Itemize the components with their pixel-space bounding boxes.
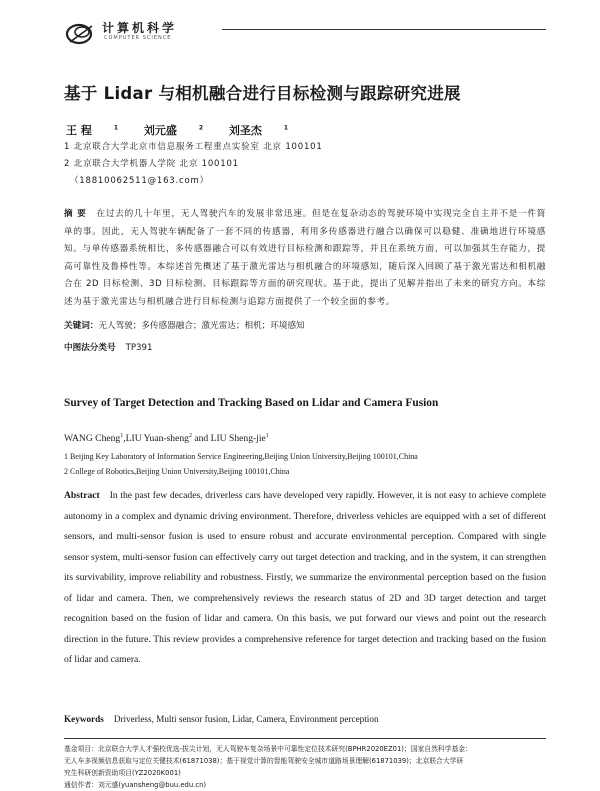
classification-cn [64, 341, 152, 353]
author-email: （18810062511@163.com） [70, 176, 209, 186]
abstract-en-label: Abstract [64, 490, 100, 501]
footnote-line: 通信作者：刘元盛(yuansheng@buu.edu.cn) [64, 781, 207, 789]
keywords-en-label: Keywords [64, 714, 104, 724]
author-cn [229, 124, 288, 137]
keywords-cn-text: 无人驾驶；多传感器融合；激光雷达；相机；环境感知 [98, 321, 305, 331]
header-rule [222, 29, 546, 30]
keywords-cn [64, 319, 305, 331]
author-cn [144, 124, 203, 137]
abstract-en-text: In the past few decades, driverless cars have developed very rapidly. However, it is not easy to achieve complete autonomy in a complex and dynamic driving environment. Therefore, driverless vehicles are equipped with a set of different sensors, and multi-sensor fusion is used to ensure robust and accurate environmental perception. Compared with single sensor system, multi-sensor fusion can effectively carry out target detection and tracking, and in the system, it can strengthen its survivability, improve reliability and robustness. Firstly, we summarize the environmental perception based on the fusion of lidar and camera. Then, we comprehensively reviews the research status of 2D and 3D target detection and target recognition based on the fusion of lidar and camera. On this basis, we put forward our views and point out the research direction in the future. This review provides a comprehensive reference for target detection and tracking based on the fusion of lidar and camera. [64, 490, 546, 665]
author-en-sup: 1 [265, 433, 269, 439]
author-cn-sup: 1 [113, 124, 119, 132]
footnote [64, 743, 546, 791]
footnote-line: 无人车多视频信息获取与定位关键技术(61871038)；基于视觉计算的智能驾驶安全城市道路场景理解(61871039)；北京联合大学研 [64, 757, 464, 765]
classification-cn-code: TP391 [125, 343, 153, 353]
author-en-name: LIU Sheng-jie [210, 433, 266, 445]
abstract-en [64, 486, 546, 671]
footnote-line: 究生科研创新资助项目(YZ2020K001) [64, 769, 181, 777]
author-en-name: WANG Cheng [64, 433, 121, 445]
authors-en [64, 433, 269, 444]
journal-name: 计算机科学 [102, 21, 178, 35]
keywords-cn-label: 关键词： [64, 321, 99, 331]
author-cn-sup: 1 [283, 124, 289, 132]
article-title-en: Survey of Target Detection and Tracking Based on Lidar and Camera Fusion [64, 397, 439, 409]
affiliation-cn-2: 2 北京联合大学机器人学院 北京 100101 [64, 159, 239, 169]
footnote-line: 基金项目：北京联合大学人才强校优选-拔尖计划，无人驾驶车复杂场景中可靠性定位技术研究(BPHR2020EZ01)；国家自然科学基金： [64, 745, 472, 753]
abstract-cn [64, 206, 546, 312]
author-en-sup: 1 [120, 433, 124, 439]
author-separator: and [191, 433, 211, 445]
author-cn-name: 刘圣杰 [228, 124, 262, 137]
journal-logo-icon [66, 20, 96, 46]
author-cn [66, 124, 118, 137]
author-separator: , [123, 433, 126, 445]
affiliation-en-2: 2 College of Robotics,Beijing Union University,Beijing 100101,China [64, 467, 290, 476]
affiliation-en-1: 1 Beijing Key Laboratory of Information Service Engineering,Beijing Union University,Beijing 100101,China [64, 452, 418, 461]
author-en-sup: 2 [188, 433, 192, 439]
keywords-en-text: Driverless, Multi sensor fusion, Lidar, Camera, Environment perception [113, 714, 379, 724]
author-cn-name: 王 程 [66, 124, 92, 137]
author-cn-name: 刘元盛 [143, 124, 177, 137]
author-en-name: LIU Yuan-sheng [125, 433, 189, 445]
keywords-en [64, 714, 379, 724]
abstract-cn-text: 在过去的几十年里，无人驾驶汽车的发展非常迅速。但是在复杂动态的驾驶环境中实现完全自主并不是一件简单的事。因此，无人驾驶车辆配备了一套不同的传感器，利用多传感器进行融合以确保可以稳健、准确地进行环境感知。与单传感器系统相比，多传感器融合可以有效进行目标检测和跟踪等，并且在系统方面，可以加强其生存能力，提高可靠性及鲁棒性等。本综述首先概述了基于激光雷达与相机融合的环境感知，随后深入回顾了基于激光雷达和相机融合在 2D 目标检测、3D 目标检测、目标跟踪等方面的研究现状。基于此，提出了见解并指出了未来的研究方向。本综述为基于激光雷达与相机融合进行目标检测与追踪方面提供了一个较全面的参考。 [64, 209, 546, 307]
author-cn-sup: 2 [198, 124, 204, 132]
affiliation-cn-1: 1 北京联合大学北京市信息服务工程重点实验室 北京 100101 [64, 142, 323, 152]
article-title-cn: 基于 Lidar 与相机融合进行目标检测与跟踪研究进展 [64, 84, 461, 103]
footnote-rule [64, 738, 546, 739]
journal-subtitle: COMPUTER SCIENCE [104, 35, 172, 41]
classification-cn-label: 中图法分类号 [64, 343, 116, 353]
authors-cn [66, 122, 310, 138]
journal-header [66, 16, 546, 46]
abstract-cn-label: 摘 要 [64, 209, 87, 219]
